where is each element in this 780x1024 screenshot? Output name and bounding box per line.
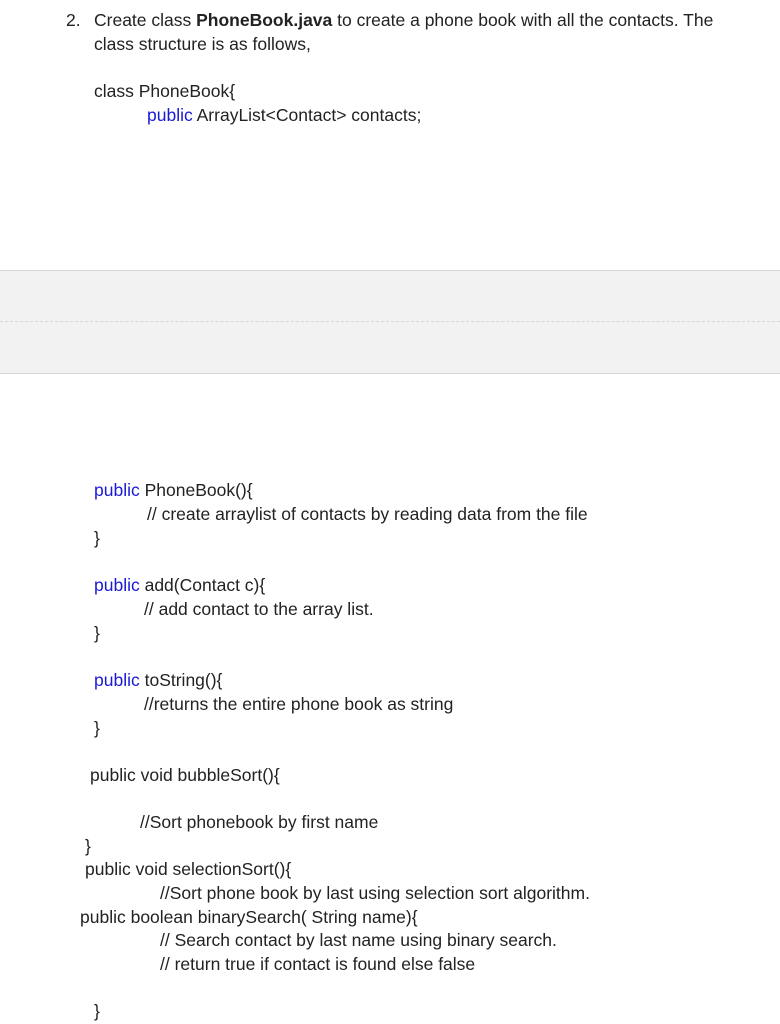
public-keyword: public: [94, 670, 140, 690]
selectionsort-method-declaration: public void selectionSort(){: [85, 859, 292, 879]
tostring-method-text: toString(){: [139, 670, 223, 690]
public-keyword: public: [94, 480, 140, 500]
tostring-method-comment: //returns the entire phone book as string: [144, 694, 454, 714]
add-method-comment: // add contact to the array list.: [144, 599, 374, 619]
class-declaration: class PhoneBook{: [94, 81, 236, 101]
binarysearch-method-close-brace: }: [94, 1001, 100, 1021]
binarysearch-method-declaration: public boolean binarySearch( String name){: [80, 907, 418, 927]
question-intro: [94, 9, 713, 31]
constructor-comment: // create arraylist of contacts by reading data from the file: [147, 504, 588, 524]
bubblesort-method-close-brace: }: [85, 836, 91, 856]
field-text: ArrayList<Contact> contacts;: [192, 105, 422, 125]
constructor-declaration: [94, 479, 253, 501]
tostring-method-close-brace: }: [94, 718, 100, 738]
question-intro-line2: class structure is as follows,: [94, 34, 311, 54]
intro-text-post: to create a phone book with all the contacts. The: [332, 10, 714, 30]
question-number: 2.: [66, 10, 81, 30]
public-keyword: public: [94, 575, 140, 595]
constructor-text: PhoneBook(){: [139, 480, 253, 500]
add-method-text: add(Contact c){: [139, 575, 266, 595]
bubblesort-method-comment: //Sort phonebook by first name: [140, 812, 379, 832]
selectionsort-method-comment: //Sort phone book by last using selection sort algorithm.: [160, 883, 590, 903]
constructor-close-brace: }: [94, 528, 100, 548]
binarysearch-method-comment-2: // return true if contact is found else false: [160, 954, 476, 974]
tostring-method-declaration: [94, 669, 222, 691]
add-method-close-brace: }: [94, 623, 100, 643]
page-break-band: [0, 270, 780, 374]
class-file-name: PhoneBook.java: [196, 10, 333, 30]
add-method-declaration: [94, 574, 265, 596]
page-break-divider: [0, 321, 780, 322]
field-declaration: [147, 104, 421, 126]
bubblesort-method-declaration: public void bubbleSort(){: [90, 765, 280, 785]
binarysearch-method-comment-1: // Search contact by last name using binary search.: [160, 930, 557, 950]
intro-text-pre: Create class: [94, 10, 197, 30]
public-keyword: public: [147, 105, 193, 125]
